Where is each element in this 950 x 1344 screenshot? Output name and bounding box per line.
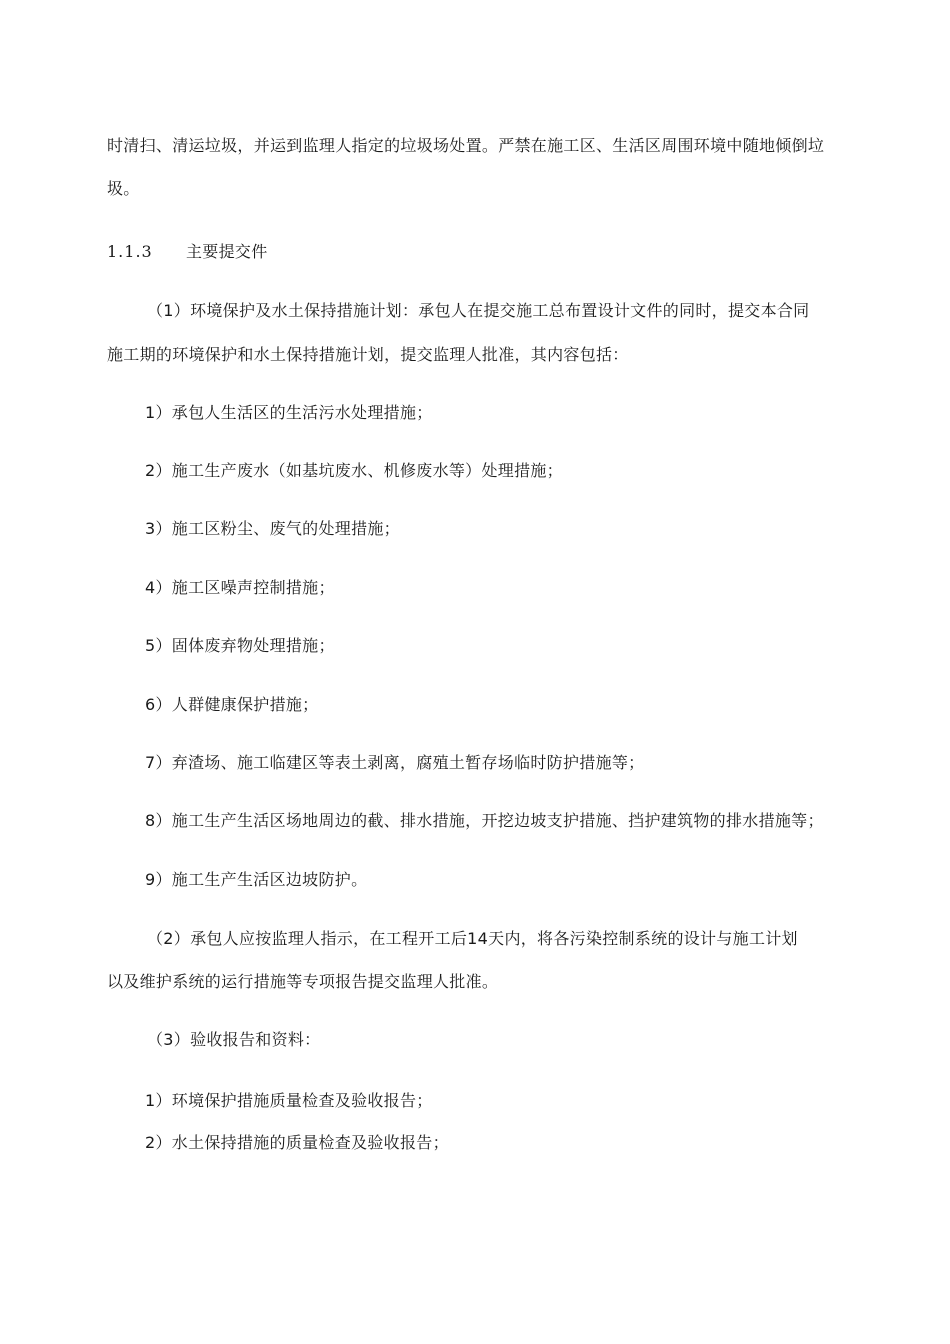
list-item: 8）施工生产生活区场地周边的截、排水措施，开挖边坡支护措施、挡护建筑物的排水措施等； bbox=[145, 811, 824, 830]
section-number: 1.1.3 bbox=[107, 242, 153, 261]
continuation-line-1: 时清扫、清运垃圾，并运到监理人指定的垃圾场处置。严禁在施工区、生活区周围环境中随地倾倒垃 bbox=[107, 136, 825, 155]
item3-title: （3）验收报告和资料： bbox=[147, 1030, 321, 1049]
list-item: 1）承包人生活区的生活污水处理措施； bbox=[145, 403, 433, 422]
list-item: 9）施工生产生活区边坡防护。 bbox=[145, 870, 368, 889]
continuation-line-2: 圾。 bbox=[107, 179, 140, 198]
list-item: 3）施工区粉尘、废气的处理措施； bbox=[145, 519, 400, 538]
item1-line-1: （1）环境保护及水土保持措施计划：承包人在提交施工总布置设计文件的同时，提交本合同 bbox=[147, 301, 810, 320]
item2-line-1: （2）承包人应按监理人指示，在工程开工后14天内，将各污染控制系统的设计与施工计划 bbox=[147, 929, 798, 948]
item1-line-2: 施工期的环境保护和水土保持措施计划，提交监理人批准，其内容包括： bbox=[107, 345, 629, 364]
list-item: 7）弃渣场、施工临建区等表土剥离，腐殖土暂存场临时防护措施等； bbox=[145, 753, 645, 772]
section-title: 主要提交件 bbox=[186, 242, 268, 261]
list-item: 2）施工生产废水（如基坑废水、机修废水等）处理措施； bbox=[145, 461, 563, 480]
list-item: 2）水土保持措施的质量检查及验收报告； bbox=[145, 1133, 449, 1152]
list-item: 5）固体废弃物处理措施； bbox=[145, 636, 335, 655]
list-item: 6）人群健康保护措施； bbox=[145, 695, 319, 714]
list-item: 1）环境保护措施质量检查及验收报告； bbox=[145, 1091, 433, 1110]
item2-line-2: 以及维护系统的运行措施等专项报告提交监理人批准。 bbox=[107, 972, 499, 991]
list-item: 4）施工区噪声控制措施； bbox=[145, 578, 335, 597]
